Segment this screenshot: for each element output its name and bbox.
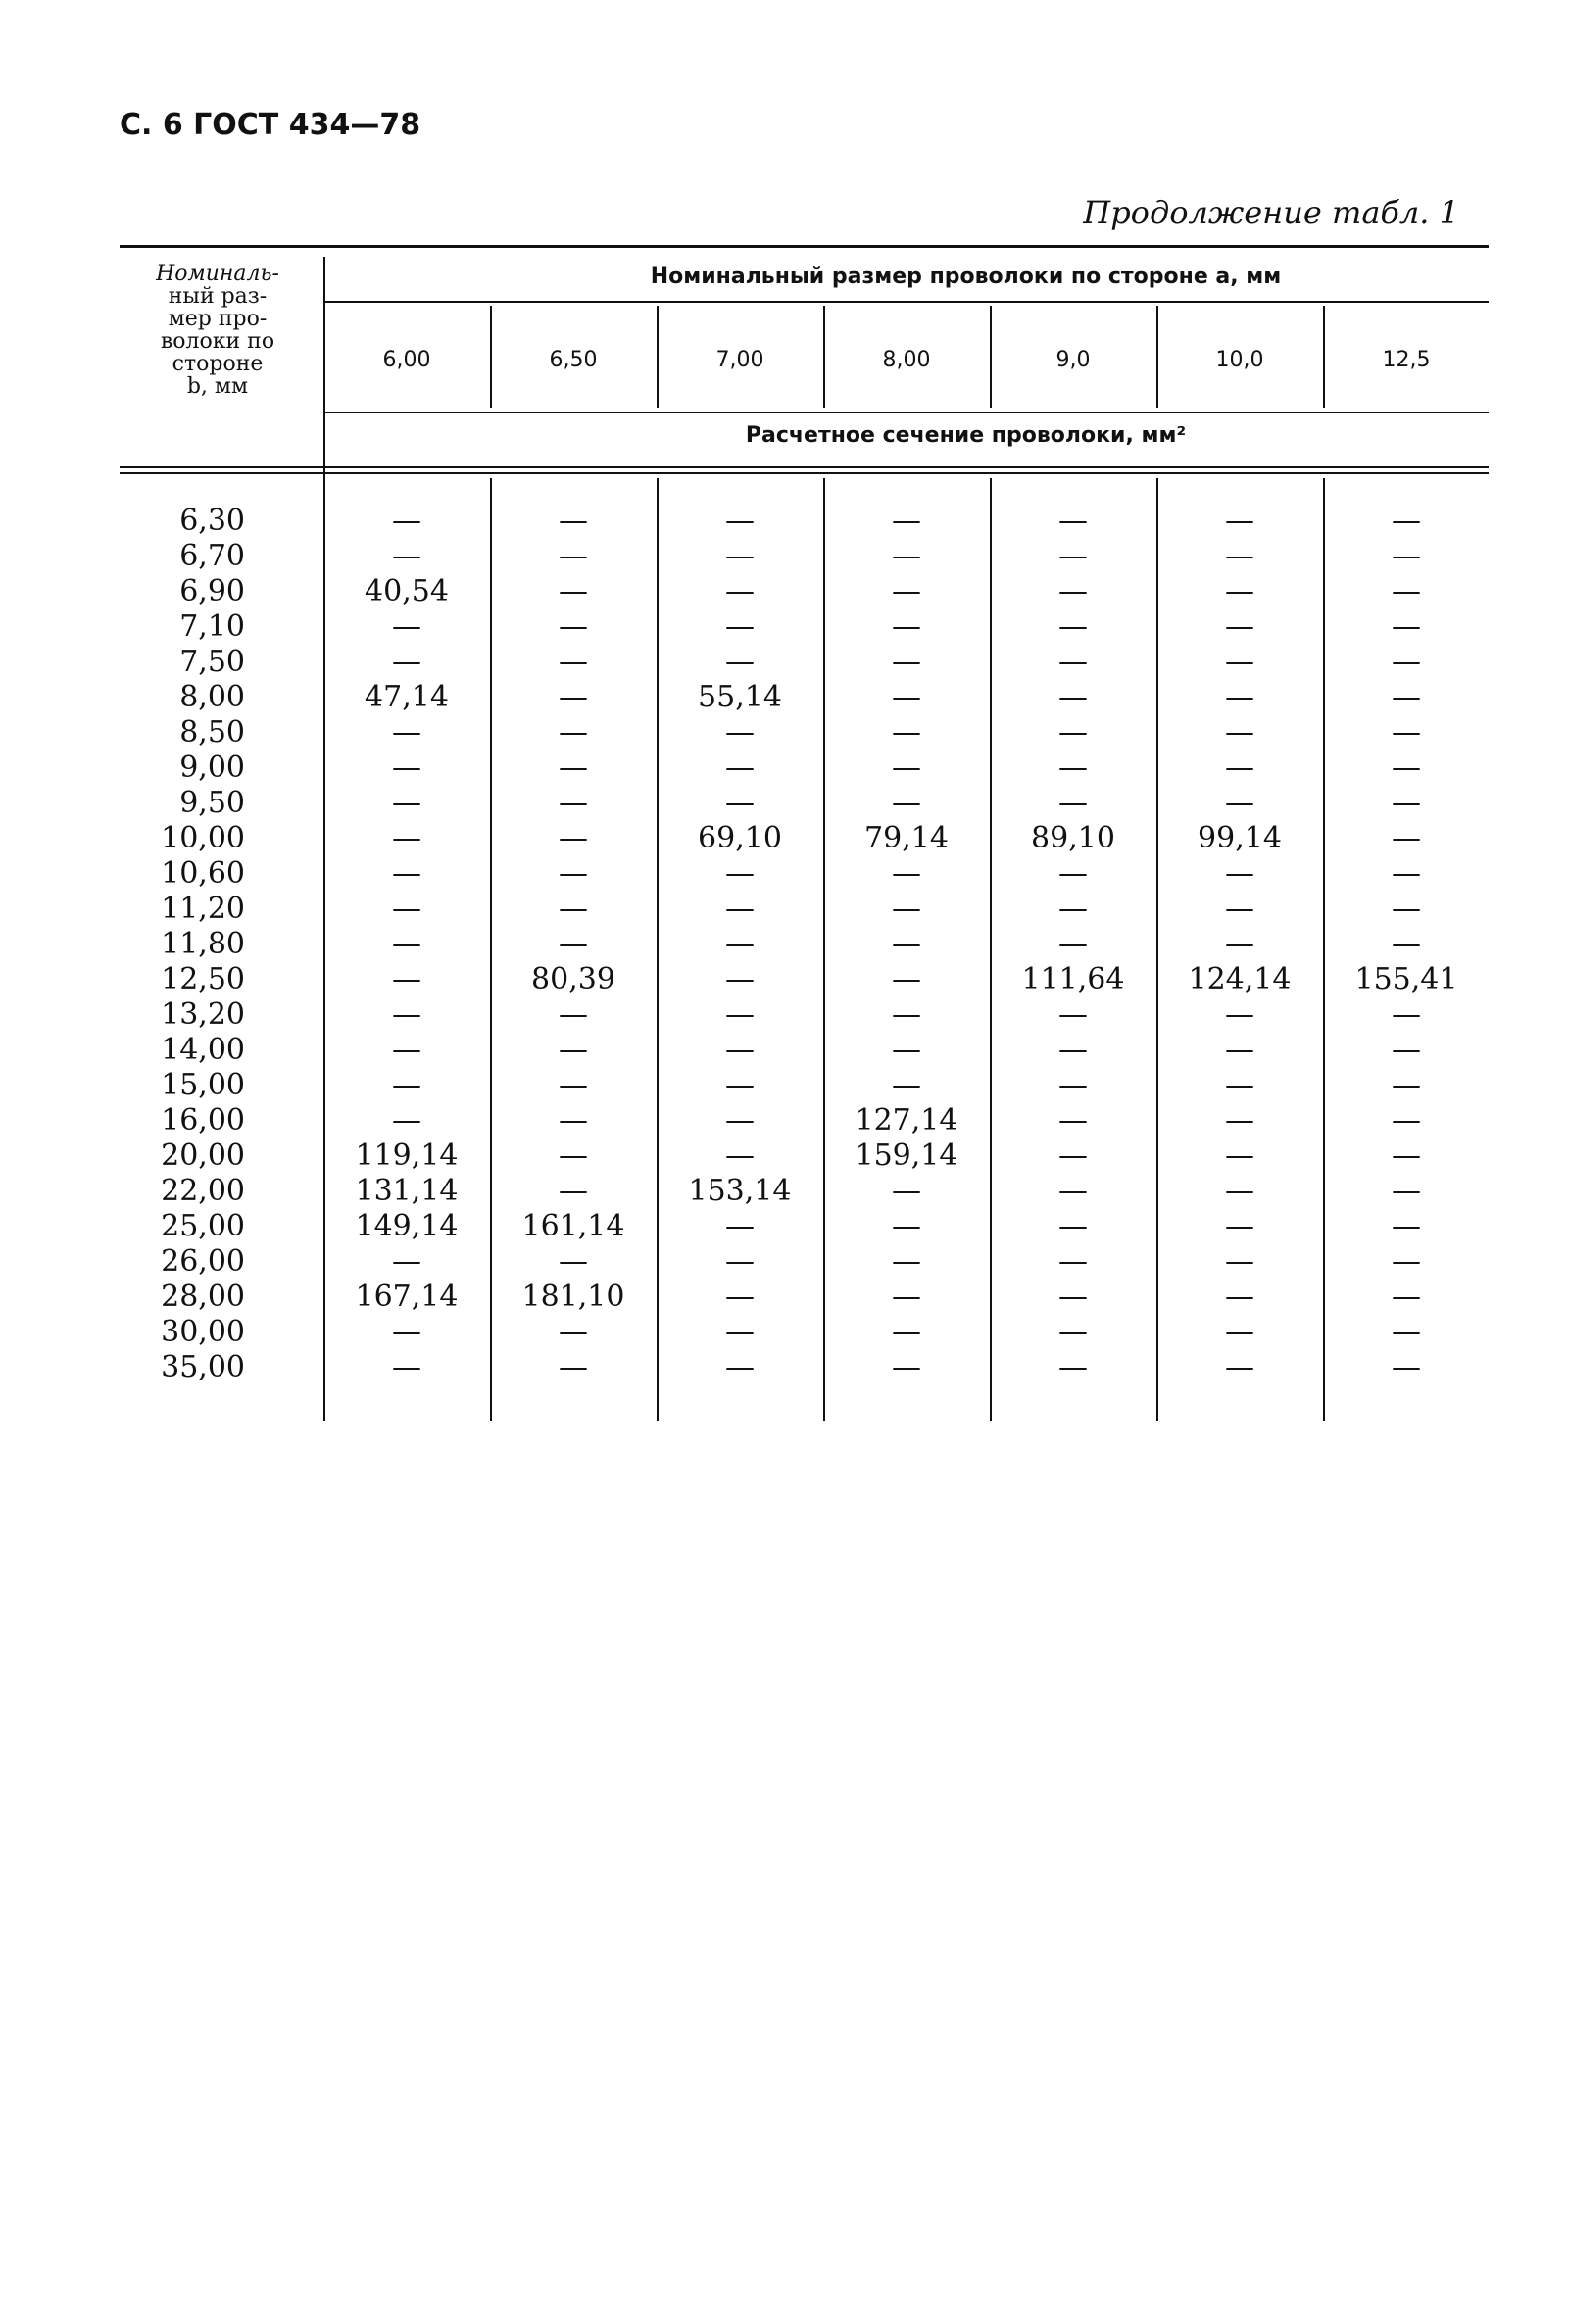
row-size-b: 9,00 (179, 750, 245, 785)
table-row (120, 962, 1489, 997)
table-cell: — (1058, 504, 1088, 538)
table-cell: — (1225, 645, 1254, 679)
row-size-b: 12,50 (161, 962, 245, 996)
table-body (120, 504, 1489, 1385)
table-cell: 161,14 (521, 1209, 625, 1243)
table-cell: — (1058, 1103, 1088, 1138)
stub-header-line: волоки по (160, 329, 275, 354)
table-cell: — (392, 997, 421, 1032)
table-cell: — (1392, 645, 1421, 679)
row-size-b: 16,00 (161, 1103, 245, 1138)
table-row (120, 609, 1489, 645)
table-cell: — (559, 1174, 588, 1208)
table-cell: — (725, 1350, 755, 1384)
table-row (120, 1315, 1489, 1350)
table-cell: — (1392, 1209, 1421, 1243)
table-cell: — (1225, 1209, 1254, 1243)
table-row (120, 821, 1489, 856)
row-size-b: 35,00 (161, 1350, 245, 1384)
column-header: 10,0 (1215, 348, 1264, 372)
table-cell: 99,14 (1198, 821, 1282, 855)
stub-header-line: Номиналь- (156, 262, 279, 286)
table-cell: — (892, 1174, 921, 1208)
table-cell: — (559, 927, 588, 961)
row-size-b: 25,00 (161, 1209, 245, 1243)
table-cell: — (392, 1315, 421, 1349)
table-row (120, 786, 1489, 821)
table-cell: — (1058, 1280, 1088, 1314)
table-cell: — (559, 1138, 588, 1173)
table-row (120, 1174, 1489, 1209)
table-cell: — (1225, 1280, 1254, 1314)
table-cell: 111,64 (1021, 962, 1125, 996)
table-cell: — (392, 892, 421, 926)
table-cell: — (892, 1209, 921, 1243)
table-cell: — (725, 1068, 755, 1102)
table-cell: — (1058, 927, 1088, 961)
table-cell: — (559, 680, 588, 714)
table-cell: — (392, 715, 421, 750)
table-row (120, 1244, 1489, 1280)
row-size-b: 8,50 (179, 715, 245, 750)
table-cell: — (892, 750, 921, 785)
table-cell: — (725, 927, 755, 961)
table-cell: — (559, 609, 588, 644)
table-cell: — (1058, 786, 1088, 820)
table-cell: — (1058, 574, 1088, 608)
table-cell: — (392, 1350, 421, 1384)
table-cell: — (725, 504, 755, 538)
row-size-b: 6,90 (179, 574, 245, 608)
table-cell: 40,54 (365, 574, 449, 608)
column-header: 7,00 (715, 348, 764, 372)
table-cell: — (725, 750, 755, 785)
table-cell: — (1392, 997, 1421, 1032)
table-cell: — (559, 1033, 588, 1067)
table-cell: 131,14 (355, 1174, 459, 1208)
table-cell: — (559, 1068, 588, 1102)
table-cell: — (725, 786, 755, 820)
row-size-b: 7,50 (179, 645, 245, 679)
table-cell: — (392, 750, 421, 785)
table-cell: — (1058, 539, 1088, 573)
table-cell: 69,10 (698, 821, 782, 855)
column-header: 12,5 (1382, 348, 1431, 372)
top-rule (120, 245, 1489, 248)
table-cell: — (1225, 750, 1254, 785)
table-cell: — (559, 715, 588, 750)
table-cell: 89,10 (1031, 821, 1115, 855)
table-row (120, 539, 1489, 574)
table-cell: — (892, 1315, 921, 1349)
table-cell: — (725, 609, 755, 644)
table-cell: 80,39 (531, 962, 615, 996)
table-row (120, 645, 1489, 680)
table-cell: — (1392, 715, 1421, 750)
table-cell: — (892, 1280, 921, 1314)
table-cell: — (1058, 1033, 1088, 1067)
table-row (120, 750, 1489, 786)
table-row (120, 1350, 1489, 1385)
table-row (120, 892, 1489, 927)
table-cell: — (892, 856, 921, 891)
row-size-b: 6,30 (179, 504, 245, 538)
table-cell: — (1225, 1068, 1254, 1102)
table-cell: — (892, 1350, 921, 1384)
table-cell: — (725, 645, 755, 679)
column-header: 6,50 (549, 348, 598, 372)
data-table (120, 245, 1489, 1421)
table-cell: — (559, 574, 588, 608)
table-cell: — (1058, 856, 1088, 891)
table-cell: — (392, 821, 421, 855)
table-row (120, 1138, 1489, 1174)
group-header-rule (325, 301, 1489, 303)
table-cell: — (725, 715, 755, 750)
table-row (120, 997, 1489, 1033)
row-size-b: 20,00 (161, 1138, 245, 1173)
table-cell: — (1392, 892, 1421, 926)
table-cell: — (1225, 927, 1254, 961)
table-row (120, 1280, 1489, 1315)
column-header: 6,00 (382, 348, 431, 372)
table-cell: — (392, 1244, 421, 1279)
table-cell: — (559, 856, 588, 891)
table-cell: — (1225, 1138, 1254, 1173)
table-cell: — (1225, 1033, 1254, 1067)
table-cell: — (1392, 680, 1421, 714)
group-header: Номинальный размер проволоки по стороне a, мм (650, 265, 1282, 289)
row-size-b: 11,80 (161, 927, 245, 961)
table-cell: 47,14 (365, 680, 449, 714)
table-cell: — (1058, 1315, 1088, 1349)
table-cell: — (725, 892, 755, 926)
row-size-b: 7,10 (179, 609, 245, 644)
table-cell: 127,14 (855, 1103, 958, 1138)
section-subheader: Расчетное сечение проволоки, мм² (745, 423, 1187, 448)
row-size-b: 10,60 (161, 856, 245, 891)
table-cell: — (559, 786, 588, 820)
table-cell: — (1392, 609, 1421, 644)
table-cell: — (1392, 539, 1421, 573)
table-cell: — (725, 1244, 755, 1279)
row-size-b: 11,20 (161, 892, 245, 926)
table-cell: — (1392, 1068, 1421, 1102)
table-cell: — (1225, 574, 1254, 608)
table-cell: — (1392, 1280, 1421, 1314)
table-cell: — (392, 1103, 421, 1138)
table-cell: — (559, 892, 588, 926)
table-cell: — (1225, 609, 1254, 644)
table-cell: — (1225, 1350, 1254, 1384)
table-row (120, 927, 1489, 962)
table-cell: — (1225, 1244, 1254, 1279)
table-cell: — (725, 1033, 755, 1067)
table-cell: — (725, 1315, 755, 1349)
table-cell: 55,14 (698, 680, 782, 714)
column-header: 9,0 (1055, 348, 1091, 372)
table-cell: — (392, 856, 421, 891)
column-header: 8,00 (882, 348, 931, 372)
stub-header-line: ный раз- (168, 284, 268, 309)
table-row (120, 1068, 1489, 1103)
table-cell: — (1225, 1315, 1254, 1349)
table-cell: — (892, 1033, 921, 1067)
table-cell: — (892, 892, 921, 926)
table-cell: — (1058, 1244, 1088, 1279)
table-cell: — (1058, 715, 1088, 750)
table-cell: — (1225, 1174, 1254, 1208)
table-cell: 119,14 (355, 1138, 459, 1173)
table-cell: — (1225, 539, 1254, 573)
stub-header-line: стороне (172, 352, 264, 376)
table-cell: — (1392, 786, 1421, 820)
table-cell: — (892, 504, 921, 538)
table-cell: — (892, 539, 921, 573)
table-cell: — (725, 997, 755, 1032)
table-cell: — (559, 1244, 588, 1279)
table-row (120, 856, 1489, 892)
stub-header-line: b, мм (186, 374, 249, 399)
table-cell: — (725, 539, 755, 573)
table-cell: — (392, 927, 421, 961)
table-cell: — (1058, 680, 1088, 714)
table-cell: — (1058, 645, 1088, 679)
table-cell: — (1058, 1209, 1088, 1243)
table-row (120, 504, 1489, 539)
table-cell: — (1392, 1174, 1421, 1208)
table-cell: — (1392, 1315, 1421, 1349)
table-cell: — (392, 609, 421, 644)
table-cell: — (1225, 892, 1254, 926)
table-cell: — (892, 997, 921, 1032)
table-cell: — (725, 856, 755, 891)
table-cell: — (1392, 504, 1421, 538)
row-size-b: 22,00 (161, 1174, 245, 1208)
row-size-b: 8,00 (179, 680, 245, 714)
table-cell: — (725, 1209, 755, 1243)
table-cell: — (1058, 1350, 1088, 1384)
table-cell: — (392, 539, 421, 573)
table-cell: — (559, 504, 588, 538)
table-cell: — (892, 962, 921, 996)
table-cell: — (1058, 750, 1088, 785)
table-row (120, 715, 1489, 750)
table-row (120, 1103, 1489, 1138)
row-size-b: 28,00 (161, 1280, 245, 1314)
table-cell: — (725, 574, 755, 608)
table-cell: — (559, 750, 588, 785)
table-cell: — (392, 962, 421, 996)
table-cell: 181,10 (521, 1280, 625, 1314)
table-cell: 124,14 (1188, 962, 1292, 996)
table-cell: — (1392, 1244, 1421, 1279)
row-size-b: 9,50 (179, 786, 245, 820)
table-cell: — (1225, 786, 1254, 820)
table-caption: Продолжение табл. 1 (1083, 194, 1459, 231)
table-cell: — (1058, 997, 1088, 1032)
table-cell: — (1225, 504, 1254, 538)
stub-header-line: мер про- (168, 307, 268, 331)
table-cell: 167,14 (355, 1280, 459, 1314)
table-cell: — (559, 1315, 588, 1349)
table-row (120, 680, 1489, 715)
table-cell: — (1225, 997, 1254, 1032)
table-cell: — (1225, 1103, 1254, 1138)
table-row (120, 1209, 1489, 1244)
table-cell: — (559, 539, 588, 573)
table-cell: — (1392, 1103, 1421, 1138)
row-size-b: 13,20 (161, 997, 245, 1032)
table-cell: — (1225, 715, 1254, 750)
table-cell: — (1392, 1138, 1421, 1173)
row-size-b: 30,00 (161, 1315, 245, 1349)
table-cell: — (892, 927, 921, 961)
column-header-rule (325, 412, 1489, 413)
table-cell: — (559, 821, 588, 855)
table-row (120, 1033, 1489, 1068)
table-cell: — (1058, 892, 1088, 926)
table-cell: — (559, 645, 588, 679)
table-cell: — (892, 574, 921, 608)
table-cell: — (559, 997, 588, 1032)
row-size-b: 10,00 (161, 821, 245, 855)
table-cell: — (1225, 680, 1254, 714)
table-cell: — (725, 1280, 755, 1314)
table-cell: 149,14 (355, 1209, 459, 1243)
table-cell: — (1392, 574, 1421, 608)
table-cell: — (1058, 1138, 1088, 1173)
table-cell: — (1392, 750, 1421, 785)
row-size-b: 15,00 (161, 1068, 245, 1102)
table-cell: — (1058, 1068, 1088, 1102)
table-cell: — (1058, 609, 1088, 644)
table-cell: — (892, 1244, 921, 1279)
table-cell: 155,41 (1354, 962, 1458, 996)
table-cell: — (559, 1103, 588, 1138)
table-cell: — (1225, 856, 1254, 891)
row-size-b: 26,00 (161, 1244, 245, 1279)
table-cell: — (1392, 856, 1421, 891)
table-cell: — (892, 609, 921, 644)
table-row (120, 574, 1489, 609)
row-size-b: 14,00 (161, 1033, 245, 1067)
table-cell: — (892, 786, 921, 820)
table-cell: — (892, 1068, 921, 1102)
table-cell: 153,14 (688, 1174, 792, 1208)
table-cell: — (559, 1350, 588, 1384)
row-size-b: 6,70 (179, 539, 245, 573)
table-cell: — (725, 1138, 755, 1173)
table-cell: — (1392, 1033, 1421, 1067)
table-cell: — (892, 645, 921, 679)
table-cell: — (1392, 927, 1421, 961)
table-cell: — (725, 1103, 755, 1138)
table-cell: — (1392, 821, 1421, 855)
page-header: С. 6 ГОСТ 434—78 (120, 108, 421, 142)
table-cell: — (392, 1033, 421, 1067)
table-cell: — (1058, 1174, 1088, 1208)
table-cell: — (892, 715, 921, 750)
table-cell: — (892, 680, 921, 714)
table-cell: — (392, 504, 421, 538)
table-cell: 79,14 (864, 821, 949, 855)
table-cell: — (725, 962, 755, 996)
table-cell: — (392, 645, 421, 679)
stub-header (120, 263, 316, 398)
table-cell: — (1392, 1350, 1421, 1384)
table-cell: 159,14 (855, 1138, 958, 1173)
table-cell: — (392, 786, 421, 820)
table-cell: — (392, 1068, 421, 1102)
